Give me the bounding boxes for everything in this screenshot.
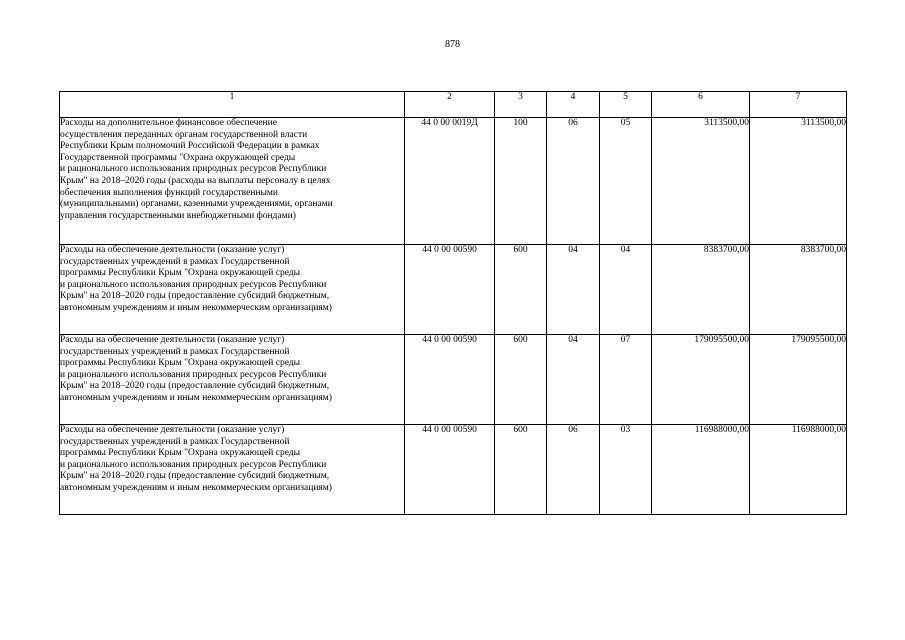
amount-column-7: 116988000,00 [750,425,847,515]
table-row [60,425,847,515]
amount-column-6: 179095500,00 [652,335,750,425]
column-header: 7 [750,92,847,118]
column-header: 6 [652,92,750,118]
expense-description: Расходы на обеспечение деятельности (оказание услуг) государственных учреждений в рамках Государственной программы Республики Крым "Охрана окружающей среды и рационального использования природных ресурсов Республики Крым" на 2018–2020 годы (предоставление субсидий бюджетным, автономным учреждениям и иным некоммерческим организациям) [60,245,405,335]
table-row [60,245,847,335]
table-row [60,118,847,245]
expense-description: Расходы на дополнительное финансовое обеспечение осуществления переданных органам государственной власти Республики Крым полномочий Российской Федерации в рамках Государственной программы "Охрана окружающей среды и рационального использования природных ресурсов Республики Крым" на 2018–2020 годы (расходы на выплаты персоналу в целях обеспечения выполнения функций государственными (муниципальными) органами, казенными учреждениями, органами управления государственными внебюджетными фондами) [60,118,405,245]
column-header: 4 [547,92,600,118]
page-number: 878 [445,39,460,50]
expense-description: Расходы на обеспечение деятельности (оказание услуг) государственных учреждений в рамках Государственной программы Республики Крым "Охрана окружающей среды и рационального использования природных ресурсов Республики Крым" на 2018–2020 годы (предоставление субсидий бюджетным, автономным учреждениям и иным некоммерческим организациям) [60,425,405,515]
column-header: 1 [60,92,405,118]
section-code: 06 [547,425,600,515]
amount-column-6: 3113500,00 [652,118,750,245]
column-header: 2 [405,92,495,118]
column-header: 3 [495,92,547,118]
amount-column-6: 8383700,00 [652,245,750,335]
amount-column-6: 116988000,00 [652,425,750,515]
expense-type: 100 [495,118,547,245]
table-header-row [60,92,847,118]
subsection-code: 03 [600,425,652,515]
target-code: 44 0 00 00590 [405,425,495,515]
target-code: 44 0 00 0019Д [405,118,495,245]
table-row [60,335,847,425]
column-header: 5 [600,92,652,118]
section-code: 06 [547,118,600,245]
expense-description: Расходы на обеспечение деятельности (оказание услуг) государственных учреждений в рамках Государственной программы Республики Крым "Охрана окружающей среды и рационального использования природных ресурсов Республики Крым" на 2018–2020 годы (предоставление субсидий бюджетным, автономным учреждениям и иным некоммерческим организациям) [60,335,405,425]
expense-type: 600 [495,245,547,335]
subsection-code: 05 [600,118,652,245]
expense-type: 600 [495,335,547,425]
target-code: 44 0 00 00590 [405,245,495,335]
expense-type: 600 [495,425,547,515]
section-code: 04 [547,245,600,335]
target-code: 44 0 00 00590 [405,335,495,425]
subsection-code: 07 [600,335,652,425]
amount-column-7: 3113500,00 [750,118,847,245]
section-code: 04 [547,335,600,425]
amount-column-7: 8383700,00 [750,245,847,335]
amount-column-7: 179095500,00 [750,335,847,425]
subsection-code: 04 [600,245,652,335]
budget-table [59,91,847,515]
